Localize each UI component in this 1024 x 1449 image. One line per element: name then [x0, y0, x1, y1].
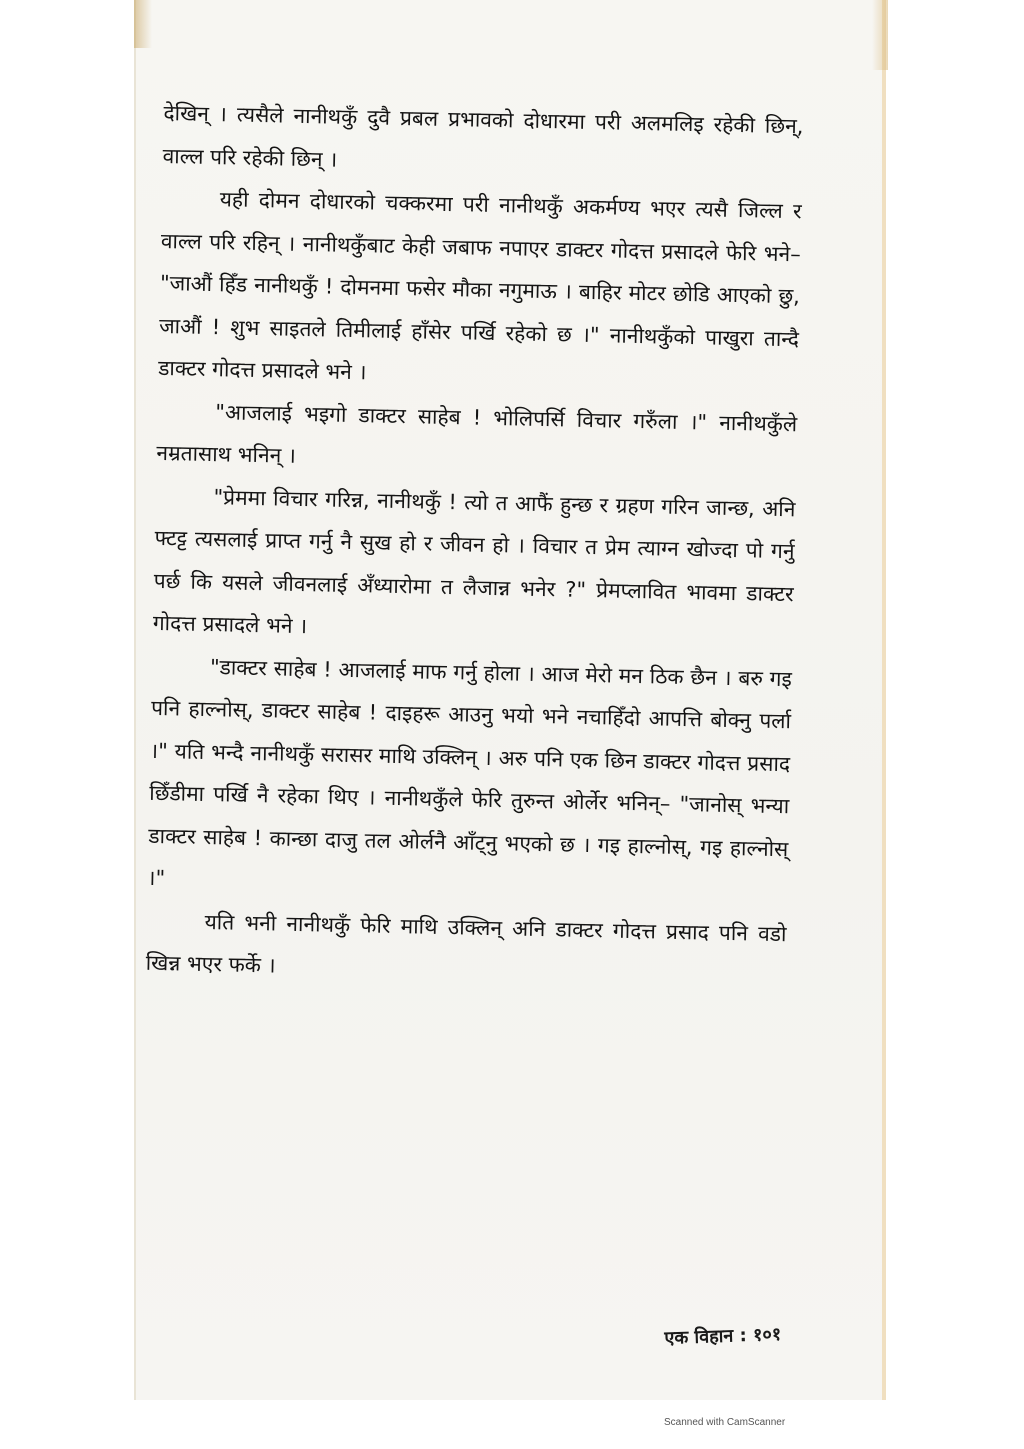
- body-text: [145, 92, 804, 998]
- scanner-watermark: Scanned with CamScanner: [664, 1417, 786, 1428]
- paragraph-3: "आजलाई भइगो डाक्टर साहेब ! भोलिपर्सि विचार गरुँला ।" नानीथकुँले नम्रतासाथ भनिन् ।: [156, 399, 798, 468]
- paragraph-1: देखिन् । त्यसैले नानीथकुँ दुवै प्रबल प्रभावको दोधारमा परी अलमलिइ रहेकी छिन्, वाल्ल परि रहेकी छिन् ।: [162, 100, 804, 172]
- page-edge-stain-right: [872, 0, 888, 70]
- paragraph-4: "प्रेममा विचार गरिन्न, नानीथकुँ ! त्यो त आफैं हुन्छ र ग्रहण गरिन जान्छ, अनि फ्टट्ट त्यसलाई प्राप्त गर्नु नै सुख हो र जीवन हो । विचार त प्रेम त्याग्न खोज्दा पो गर्नु पर्छ कि यसले जीवनलाई अँध्यारोमा त लैजान्न भनेर ?" प्रेमप्लावित भावमा डाक्टर गोदत्त प्रसादले भने ।: [152, 484, 796, 639]
- paragraph-6: यति भनी नानीथकुँ फेरि माथि उक्लिन् अनि डाक्टर गोदत्त प्रसाद पनि वडो खिन्न भएर फर्के ।: [145, 909, 787, 978]
- paragraph-5: "डाक्टर साहेब ! आजलाई माफ गर्नु होला । आज मेरो मन ठिक छैन । बरु गइ पनि हाल्नोस्, डाक्टर साहेब ! दाइहरू आउनु भयो भने नचाहिँदो आपत्ति बोक्नु पर्ला ।" यति भन्दै नानीथकुँ सरासर माथि उक्लिन् । अरु पनि एक छिन डाक्टर गोदत्त प्रसाद छिँडीमा पर्खि नै रहेका थिए । नानीथकुँले फेरि तुरुन्त ओर्लेर भनिन्– "जानोस् भन्या डाक्टर साहेब ! कान्छा दाजु तल ओर्लनै आँट्नु भएको छ । गइ हाल्नोस्, गइ हाल्नोस् ।": [147, 654, 793, 891]
- page-edge-stain-top: [134, 0, 152, 48]
- paragraph-2: यही दोमन दोधारको चक्करमा परी नानीथकुँ अकर्मण्य भएर त्यसै जिल्ल र वाल्ल परि रहिन् । नानीथकुँबाट केही जबाफ नपाएर डाक्टर गोदत्त प्रसादले फेरि भने– "जाऔं हिँड नानीथकुँ ! दोमनमा फसेर मौका नगुमाऊ । बाहिर मोटर छोडि आएको छु, जाऔं ! शुभ साइतले तिमीलाई हाँसेर पर्खि रहेको छ ।" नानीथकुँको पाखुरा तान्दै डाक्टर गोदत्त प्रसादले भने ।: [157, 187, 802, 385]
- page-footer-label: एक विहान : १०१: [664, 1323, 782, 1349]
